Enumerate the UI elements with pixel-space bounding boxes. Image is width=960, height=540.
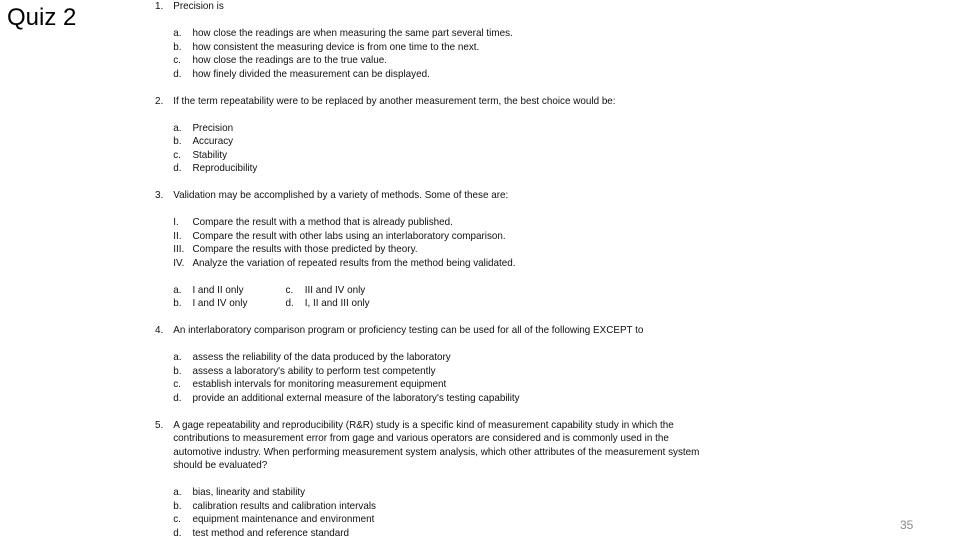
- page-number: 35: [900, 518, 914, 532]
- statement-text: Compare the result with other labs using an interlaboratory comparison.: [192, 230, 506, 242]
- question-3-options-row-2: [155, 297, 769, 311]
- option-letter: b.: [173, 298, 182, 309]
- option-letter: d.: [173, 68, 182, 80]
- quiz-page: [155, 0, 769, 540]
- question-number: 1.: [155, 1, 164, 12]
- question-4-option-c: [155, 378, 769, 392]
- question-number: 2.: [155, 95, 164, 107]
- statement-text: Analyze the variation of repeated results from the method being validated.: [192, 257, 516, 269]
- option-text: provide an additional external measure of the laboratory's testing capability: [192, 392, 520, 404]
- question-2-option-d: [155, 162, 769, 176]
- option-letter: a.: [173, 352, 182, 363]
- question-text: Validation may be accomplished by a variety of methods. Some of these are:: [173, 190, 509, 201]
- question-text-line: should be evaluated?: [173, 460, 268, 471]
- statement-text: Compare the results with those predicted by theory.: [192, 244, 418, 255]
- question-1: [155, 0, 769, 14]
- question-text-line: contributions to measurement error from gage and various operators are considered and is commonly used in the: [173, 433, 669, 444]
- option-letter: d.: [173, 392, 182, 404]
- option-text: I and IV only: [192, 298, 248, 309]
- question-5-option-c: [155, 513, 769, 527]
- option-text: I, II and III only: [304, 298, 370, 309]
- question-text-line: A gage repeatability and reproducibility (R&R) study is a specific kind of measurement capability study in which the: [173, 419, 674, 431]
- option-text: Accuracy: [192, 136, 234, 147]
- option-text: how consistent the measuring device is from one time to the next.: [192, 41, 480, 53]
- option-letter: b.: [173, 136, 182, 147]
- question-text: If the term repeatability were to be replaced by another measurement term, the best choice would be:: [173, 95, 616, 107]
- option-text: I and II only: [192, 284, 244, 296]
- statement-numeral: I.: [173, 217, 179, 228]
- question-number: 4.: [155, 325, 164, 336]
- option-text: assess the reliability of the data produced by the laboratory: [192, 352, 451, 363]
- question-4-option-d: [155, 392, 769, 406]
- question-4-option-a: [155, 351, 769, 365]
- option-text: test method and reference standard: [192, 527, 350, 539]
- option-text: Stability: [192, 149, 228, 161]
- question-3-statement-i: [155, 216, 769, 230]
- statement-numeral: IV.: [173, 257, 185, 269]
- question-3-statement-iv: [155, 257, 769, 271]
- question-4: [155, 324, 769, 338]
- question-number: 3.: [155, 190, 164, 201]
- question-text: An interlaboratory comparison program or proficiency testing can be used for all of the following EXCEPT to: [173, 325, 644, 336]
- option-text: Reproducibility: [192, 163, 258, 174]
- option-text: Precision: [192, 122, 234, 134]
- question-3-statement-iii: [155, 243, 769, 257]
- question-3-options-row-1: [155, 284, 769, 298]
- option-letter: a.: [173, 284, 182, 296]
- statement-text: Compare the result with a method that is already published.: [192, 217, 453, 228]
- option-letter: c.: [173, 55, 181, 66]
- option-text: how close the readings are when measuring the same part several times.: [192, 28, 513, 39]
- option-letter: a.: [173, 487, 182, 498]
- option-letter: d.: [285, 298, 294, 309]
- option-letter: c.: [285, 284, 294, 296]
- option-text: bias, linearity and stability: [192, 487, 306, 498]
- option-text: establish intervals for monitoring measurement equipment: [192, 379, 447, 390]
- option-text: calibration results and calibration intervals: [192, 500, 376, 512]
- question-5-option-b: [155, 500, 769, 514]
- option-letter: d.: [173, 163, 182, 174]
- option-text: III and IV only: [304, 284, 366, 296]
- statement-numeral: III.: [173, 244, 185, 255]
- option-letter: a.: [173, 28, 182, 39]
- question-1-option-a: [155, 27, 769, 41]
- question-2-option-b: [155, 135, 769, 149]
- question-number: 5.: [155, 419, 164, 431]
- question-5-option-a: [155, 486, 769, 500]
- question-1-option-b: [155, 41, 769, 55]
- question-3-statement-ii: [155, 230, 769, 244]
- option-text: assess a laboratory's ability to perform test competently: [192, 365, 436, 377]
- question-text-line: automotive industry. When performing measurement system analysis, which other attributes of the measurement system: [173, 446, 700, 458]
- statement-numeral: II.: [173, 230, 182, 242]
- question-2: [155, 95, 769, 109]
- question-5-option-d: [155, 527, 769, 540]
- option-letter: c.: [173, 514, 181, 525]
- option-letter: a.: [173, 122, 182, 134]
- question-1-option-c: [155, 54, 769, 68]
- option-letter: b.: [173, 41, 182, 53]
- question-5: [155, 419, 769, 473]
- question-2-option-c: [155, 149, 769, 163]
- option-text: equipment maintenance and environment: [192, 514, 375, 525]
- question-2-option-a: [155, 122, 769, 136]
- option-text: how close the readings are to the true value.: [192, 55, 387, 66]
- question-3: [155, 189, 769, 203]
- option-text: how finely divided the measurement can be displayed.: [192, 68, 430, 80]
- option-letter: d.: [173, 527, 182, 539]
- option-letter: b.: [173, 365, 182, 377]
- question-text: Precision is: [173, 1, 224, 12]
- question-1-option-d: [155, 68, 769, 82]
- question-4-option-b: [155, 365, 769, 379]
- option-letter: c.: [173, 379, 181, 390]
- slide-title: Quiz 2: [7, 4, 77, 31]
- option-letter: c.: [173, 149, 181, 161]
- option-letter: b.: [173, 500, 182, 512]
